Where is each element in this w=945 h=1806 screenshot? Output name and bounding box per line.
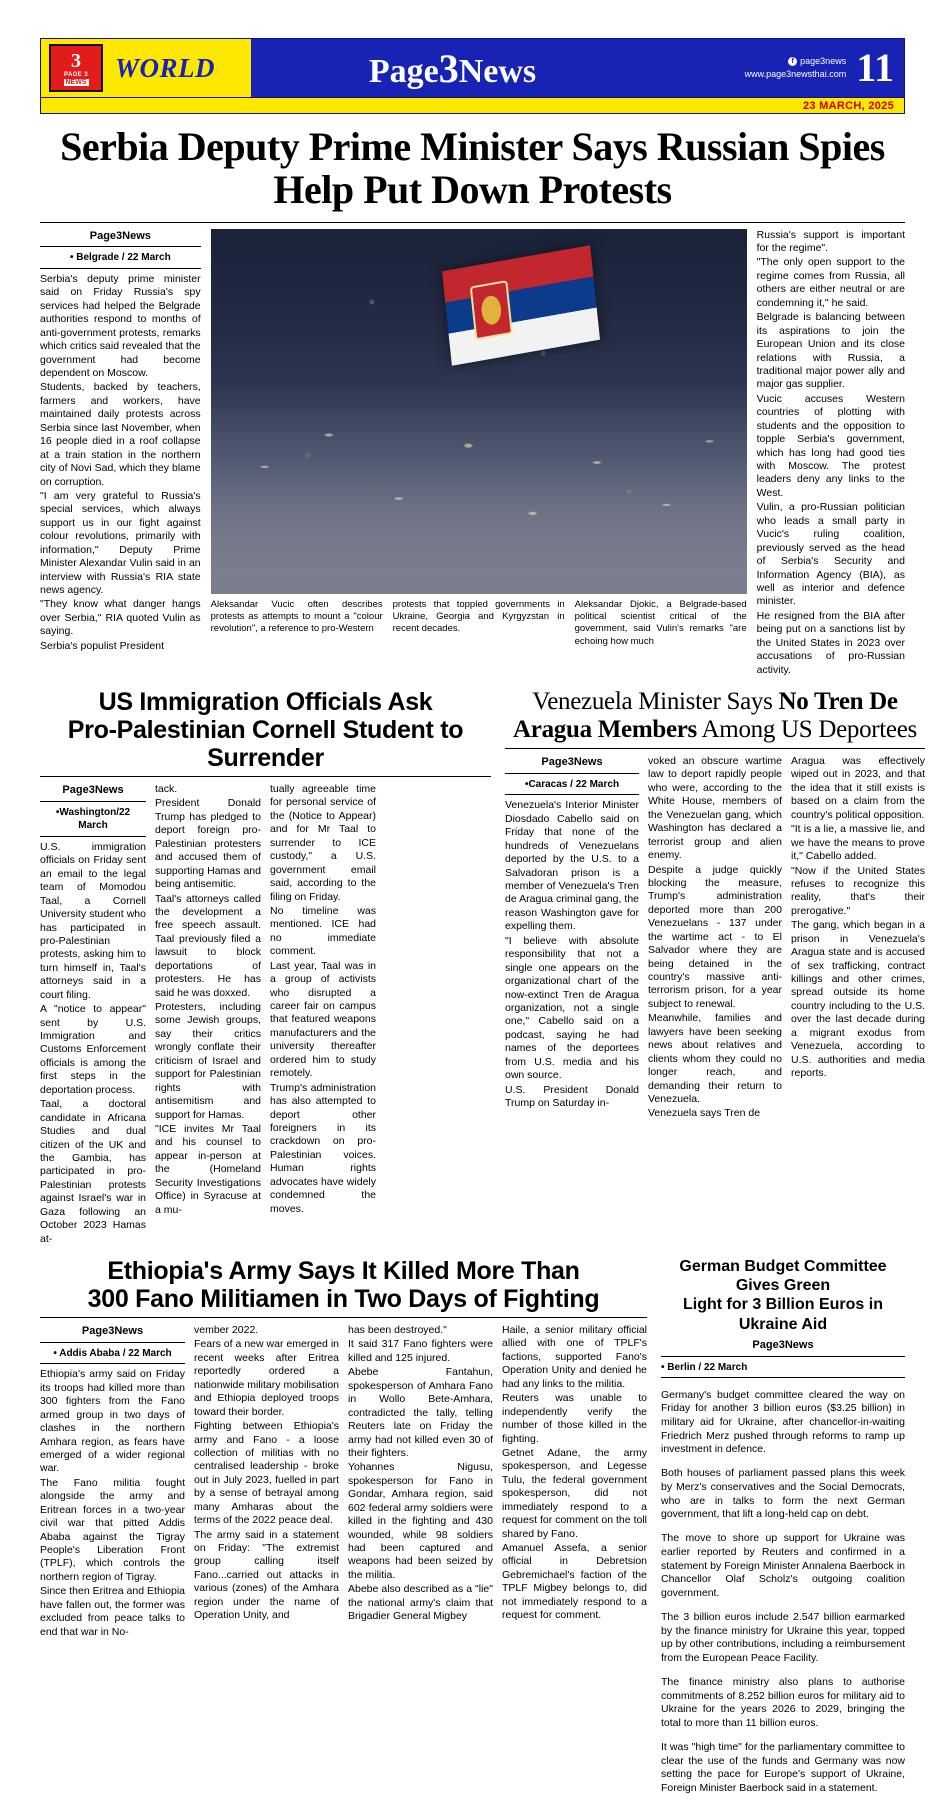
paragraph: He resigned from the BIA after being put on a sanctions list by the United States in 2023 over accusations of pro-Russian activity. — [756, 609, 905, 676]
paragraph: "The only open support to the regime comes from Russia, all others are either neutral or are condemning it," he said. — [756, 256, 905, 309]
headline-divider — [40, 222, 905, 223]
masthead-left — [41, 39, 251, 97]
lead-headline: Serbia Deputy Prime Minister Says Russian Spies Help Put Down Protests — [60, 124, 885, 212]
byline-source: Page3News — [62, 784, 124, 797]
headline-light-1: Venezuela Minister Says — [532, 688, 779, 716]
story-venezuela-headline — [505, 688, 925, 744]
paragraph: "ICE invites Mr Taal and his counsel to appear in-person at the (Homeland Security Investigations Office) in Syracuse at a mu- — [155, 1122, 261, 1216]
story-cornell-col-1 — [40, 783, 146, 1247]
story-cornell-col-2 — [155, 783, 261, 1247]
paragraph: tually agreeable time for personal service of the (Notice to Appear) and for Mr Taal to surrender to ICE custody," a U.S. government email said, according to the filing on Friday. — [270, 783, 376, 903]
crowd-lights — [211, 382, 747, 594]
paragraph: Despite a judge quickly blocking the measure, Trump's administration deported more than 200 Venezuelans - 137 under the wartime act - to El Salvador where they are being detained in the country's massive anti-terrorism prison, for a year subject to renewal. — [648, 863, 782, 1010]
byline-source: Page3News — [541, 756, 603, 769]
social-handle — [745, 55, 847, 69]
column-text — [505, 799, 639, 1110]
byline — [40, 229, 201, 265]
column-text — [40, 841, 146, 1246]
social-handle-text: page3news — [800, 55, 847, 66]
byline — [505, 755, 639, 791]
byline-rule-bottom — [661, 1377, 905, 1378]
story-germany — [661, 1257, 905, 1806]
paragraph: Aragua was effectively wiped out in 2023, and that the idea that it still exists is based on a claim from the country's political opposition. — [791, 755, 925, 821]
serbian-flag — [442, 245, 600, 366]
paragraph: Reuters was unable to independently verify the number of those killed in the fighting. — [502, 1392, 647, 1445]
headline-line-1: German Budget Committee Gives Green — [679, 1258, 887, 1295]
protest-photo — [211, 229, 747, 594]
bottom-stories — [40, 1257, 905, 1806]
headline-line-1: Ethiopia's Army Says It Killed More Than — [107, 1257, 580, 1285]
paragraph: The move to shore up support for Ukraine was earlier reported by Reuters and confirmed in a statement by Foreign Minister Annalena Baerbock in Chancellor Olaf Scholz's outgoing coalition government. — [661, 1532, 905, 1599]
paragraph: tack. — [155, 783, 178, 796]
column-text — [348, 1324, 493, 1624]
paragraph: Amanuel Assefa, a senior official in Debretsion Gebremichael's faction of the TPLF Migbey belongs to, did not immediately respond to a request for comment. — [502, 1542, 647, 1622]
masthead — [40, 38, 905, 98]
paragraph: U.S. President Donald Trump on Saturday in- — [505, 1083, 639, 1109]
byline — [40, 783, 146, 833]
story-serbia — [40, 229, 905, 678]
paragraph: U.S. immigration officials on Friday sent an email to the legal team of Momodou Taal, a Cornell University student who has participated in pro-Palestinian protests, asking him to turn himself in, Taal's attorneys said in a court filing. — [40, 840, 146, 1001]
story-ethiopia-col-2 — [194, 1324, 339, 1640]
story-ethiopia-col-4 — [502, 1324, 647, 1640]
photo-caption: Aleksandar Vucic often describes protests as attempts to mount a "colour revolution", a reference to pro-Western — [210, 598, 383, 635]
paragraph: has been destroyed." — [348, 1324, 447, 1336]
headline-line-1: US Immigration Officials Ask — [98, 688, 433, 717]
two-column-stories — [40, 688, 925, 1247]
paragraph: Venezuela's Interior Minister Diosdado Cabello said on Friday that none of the hundreds of Venezuelans deported by the U.S. to a Salvadoran prison is a member of Venezuela's Tren de Aragua criminal gang, the reason Washington gave for expelling them. — [505, 799, 639, 933]
paragraph: The 3 billion euros include 2.547 billion earmarked by the finance ministry for Ukraine this year, topped up by other contributions, including a reimbursement from the European Peace Facility. — [661, 1611, 905, 1664]
masthead-title — [369, 45, 536, 92]
column-text — [40, 1368, 185, 1639]
byline-source: Page3News — [81, 1325, 144, 1337]
masthead-title-left: Page — [368, 52, 439, 90]
paragraph: Germany's budget committee cleared the way on Friday for another 3 billion euros ($3.25 billion) in military aid for Ukraine, after chancellor-in-waiting Friedrich Merz pushed through reforms to ramp up investment in defence. — [661, 1388, 905, 1456]
column-text — [791, 755, 925, 1081]
byline-source: Page3News — [89, 229, 151, 242]
paragraph: The finance ministry also plans to authorise commitments of 8.252 billion euros for military aid to Ukraine for the years 2026 to 2029, bringing the total to more than 11 billion euros. — [661, 1676, 905, 1730]
headline-bold-1: No Tren De — [778, 688, 898, 716]
story-venezuela-col-2 — [648, 755, 782, 1122]
byline — [661, 1338, 905, 1374]
page-number: 11 — [856, 45, 894, 90]
paragraph: Trump's administration has also attempted to deport other foreigners in its crackdown on pro-Palestinian voices. Human rights advocates have widely condemned the moves. — [270, 1081, 376, 1215]
paragraph: It was "high time" for the parliamentary committee to clear the use of the funds and Germany was now setting the pace for Europe's support of Ukraine, Foreign Minister Baerbock said in a statement. — [661, 1741, 905, 1795]
column-text — [155, 783, 261, 1217]
paragraph: Serbia's deputy prime minister said on Friday Russia's spy services had helped the Belgrade authorities respond to months of anti-government protests, remarks which critics said revealed that the government had become dependent on Moscow. — [40, 272, 201, 379]
paragraph: Both houses of parliament passed plans this week by Merz's conservatives and the Social Democrats, who are in talks to form the next German government, that lift a long-held cap on debt. — [661, 1467, 905, 1521]
headline-light-2: Among US Deportees — [696, 716, 917, 744]
paragraph: The army said in a statement on Friday: "The extremist group calling itself Fano...carried out attacks in various (zones) of the Amhara region under the name of Operation Unity, and — [194, 1528, 339, 1622]
byline-location: • Belgrade / 22 March — [69, 252, 171, 264]
story-venezuela-columns — [505, 755, 925, 1122]
paragraph: "They know what danger hangs over Serbia," RIA quoted Vulin as saying. — [40, 598, 201, 638]
byline-location: • Berlin / 22 March — [661, 1361, 748, 1373]
headline-line-2: Pro-Palestinian Cornell Student to Surrender — [67, 716, 464, 773]
masthead-title-right: News — [458, 52, 537, 90]
paragraph: "Now if the United States refuses to recognize this reality, that's their prerogative." — [791, 864, 925, 917]
paragraph: Abebe Fantahun, spokesperson of Amhara Fano in Wollo Bete-Amhara, contradicted the tally, telling Reuters late on Friday the army had not killed even 30 of their fighters. — [348, 1366, 493, 1459]
paragraph: Serbia's populist President — [40, 639, 164, 652]
story-venezuela-col-3 — [791, 755, 925, 1122]
story-germany-body — [661, 1389, 905, 1796]
story-serbia-col-1 — [40, 229, 201, 678]
column-text — [194, 1324, 339, 1623]
masthead-title-number: 3 — [438, 45, 459, 91]
story-serbia-col-4 — [757, 229, 905, 678]
story-ethiopia — [40, 1257, 647, 1806]
byline-rule-top — [40, 801, 146, 802]
paragraph: Getnet Adane, the army spokesperson, and Legesse Tulu, the federal government spokesperson, did not immediately respond to a request for comment on the toll shared by Fano. — [502, 1446, 647, 1540]
story-ethiopia-divider — [40, 1317, 647, 1318]
paragraph: Vulin, a pro-Russian politician who leads a small party in Vucic's ruling coalition, previously served as the head of Serbia's Security and Information Agency (BIA), as well as interior and defence minister. — [756, 501, 905, 608]
story-serbia-photo-block — [211, 229, 747, 678]
section-label: WORLD — [115, 52, 216, 83]
masthead-center — [251, 39, 654, 97]
column-text — [648, 755, 782, 1121]
story-serbia-col1-text — [40, 273, 201, 653]
paragraph: Belgrade is balancing between its aspirations to join the European Union and its close relations with Russia, a traditional major power ally and major gas supplier. — [756, 311, 905, 391]
logo-line-1: 3 — [71, 49, 81, 72]
paragraph: Students, backed by teachers, farmers and workers, have maintained daily protests across Serbia since last November, when 16 people died in a roof collapse at a train station in the northern city of Novi Sad, which they blame on corruption. — [40, 381, 201, 488]
paragraph: Fighting between Ethiopia's army and Fano - a loose collection of militias with no centralised leadership - broke out in July 2023, fuelled in part by a sense of betrayal among many Amharas about the terms of the 2022 peace deal. — [194, 1420, 339, 1527]
story-ethiopia-col-1 — [40, 1324, 185, 1640]
paragraph: Taal's attorneys called the development a free speech assault. Taal previously filed a lawsuit to block deportations of protesters. He has said he was doxxed. — [155, 892, 261, 999]
story-cornell-columns — [40, 783, 491, 1247]
story-ethiopia-columns — [40, 1324, 647, 1640]
byline — [40, 1324, 185, 1360]
paragraph: No timeline was mentioned. ICE had no immediate comment. — [270, 904, 376, 958]
paragraph: Haile, a senior military official allied with one of TPLF's factions, supported Fano's Operation Unity and denied he had any links to the militia. — [502, 1324, 647, 1390]
paragraph: vember 2022. — [194, 1324, 259, 1336]
story-venezuela-divider — [505, 748, 925, 749]
logo-line-2: PAGE 3 — [64, 71, 88, 78]
paragraph: President Donald Trump has pledged to deport foreign pro-Palestinian protesters and accused them of supporting Hamas and being antisemitic. — [155, 797, 261, 891]
story-ethiopia-col-3 — [348, 1324, 493, 1640]
paragraph: Fears of a new war emerged in recent weeks after Eritrea reportedly ordered a nationwide military mobilisation and Ethiopia deployed troops toward their border. — [194, 1338, 339, 1418]
byline-rule-top — [661, 1356, 905, 1357]
paragraph: A "notice to appear" sent by U.S. Immigration and Customs Enforcement officials is among the first steps in the deportation process. — [40, 1003, 146, 1096]
paragraph: Ethiopia's army said on Friday its troops had killed more than 300 fighters from the Fano armed group in two days of clashes in the northern Amhara region, as fears have emerged of a wider regional war. — [40, 1368, 185, 1475]
byline-rule-bottom — [40, 836, 146, 837]
paragraph: Russia's support is important for the regime". — [756, 228, 905, 255]
byline-location: • Addis Ababa / 22 March — [53, 1347, 172, 1359]
paragraph: "I am very grateful to Russia's special services, which always support us in our fight against colour revolutions, primarily with information," Deputy Prime Minister Alexandar Vulin said in an interview with Russia's RIA state news agency. — [40, 489, 201, 596]
publication-date: 23 MARCH, 2025 — [802, 99, 894, 112]
photo-caption: Aleksandar Djokic, a Belgrade-based political scientist critical of the government, said Vulin's remarks "are echoing how much — [574, 598, 747, 647]
story-cornell-col-4-spacer — [385, 783, 491, 1247]
headline-line-1 — [505, 688, 925, 716]
column-text — [270, 783, 376, 1216]
headline-line-2: Light for 3 Billion Euros in Ukraine Aid — [683, 1296, 883, 1333]
paragraph: voked an obscure wartime law to deport rapidly people who were, according to the White House, members of the Venezuelan gang, which Washington has declared a terrorist group and alien enemy. — [648, 755, 782, 862]
story-cornell — [40, 688, 491, 1247]
story-germany-headline — [661, 1257, 905, 1334]
story-ethiopia-headline — [40, 1257, 647, 1313]
byline-source: Page3News — [752, 1338, 814, 1351]
story-cornell-headline — [40, 688, 491, 772]
website-url: www.page3newsthai.com — [744, 69, 847, 79]
byline-rule-top — [40, 1342, 185, 1343]
facebook-icon: f — [788, 57, 797, 66]
paragraph: "I believe with absolute responsibility that not a single one appears on the organizational chart of the now-extinct Tren de Aragua organization, not a single one," Cabello said on a podcast, saying he had names of the deportees from U.S. media and his own source. — [505, 934, 639, 1082]
byline-rule-top — [40, 246, 201, 247]
page3news-logo — [49, 44, 103, 92]
photo-captions — [211, 599, 747, 648]
paragraph: It said 317 Fano fighters were killed and 125 injured. — [348, 1338, 493, 1364]
paragraph: Meanwhile, families and lawyers have been seeking news about relatives and clients whom they could no longer reach, and demanding their return to Venezuela. — [648, 1012, 782, 1105]
paragraph: Abebe also described as a "lie" the national army's claim that Brigadier General Migbey — [348, 1583, 493, 1623]
byline-location: •Caracas / 22 March — [524, 778, 620, 790]
headline-line-2 — [505, 716, 925, 744]
logo-line-3: NEWS — [65, 78, 87, 86]
paragraph: Venezuela says Tren de — [648, 1107, 761, 1120]
paragraph: "It is a lie, a massive lie, and we have the means to prove it," Cabello added. — [791, 823, 925, 863]
paragraph: Since then Eritrea and Ethiopia have fallen out, the former was excluded from peace talks to end that war in No- — [40, 1585, 185, 1638]
masthead-right — [654, 39, 904, 97]
paragraph: Yohannes Nigusu, spokesperson for Fano in Gondar, Amhara region, said 602 federal army soldiers were killed in the fighting and 430 wounded, while 98 soldiers had been captured and weapons had been seized by the militia. — [348, 1461, 493, 1581]
masthead-meta — [745, 55, 847, 82]
byline-location: •Washington/22 March — [55, 806, 131, 832]
byline-rule-bottom — [505, 794, 639, 795]
paragraph: The Fano militia fought alongside the army and Eritrean forces in a two-year civil war that pitted Addis Ababa against the Tigray People's Liberation Front (TPLF), which controls the northern region of Tigray. — [40, 1476, 185, 1583]
paragraph: Protesters, including some Jewish groups, say their critics wrongly conflate their criticism of Israel and support for Palestinian rights with antisemitism and support for Hamas. — [155, 1001, 261, 1121]
photo-caption: protests that toppled governments in Ukraine, Georgia and Kyrgyzstan in recent decades. — [392, 598, 565, 635]
paragraph: Taal, a doctoral candidate in Africana Studies and dual citizen of the UK and the Gambia, has participated in pro-Palestinian protests against Israel's war in Gaza following an October 2023 Hamas at- — [40, 1098, 146, 1245]
story-cornell-col-3 — [270, 783, 376, 1247]
story-cornell-divider — [40, 776, 491, 777]
column-text — [502, 1324, 647, 1623]
byline-rule-top — [505, 773, 639, 774]
byline-rule-bottom — [40, 268, 201, 269]
headline-line-2: 300 Fano Militiamen in Two Days of Fighting — [87, 1285, 600, 1313]
headline-bold-2: Aragua Members — [513, 716, 697, 744]
story-venezuela-col-1 — [505, 755, 639, 1122]
paragraph: The gang, which began in a prison in Venezuela's Aragua state and is accused of sex trafficking, contract killings and other crimes, spread outside its home country including to the U.S. over the last decade during a migrant exodus from Venezuela, according to U.S. authorities and media reports. — [791, 919, 925, 1080]
byline-rule-bottom — [40, 1363, 185, 1364]
paragraph: Vucic accuses Western countries of plotting with students and the opposition to topple Serbia's government, which has long had good ties with Moscow. The protest leaders deny any links to the West. — [756, 392, 905, 499]
masthead-date-strip — [40, 98, 905, 114]
story-venezuela — [505, 688, 925, 1247]
story-serbia-col4-text — [757, 229, 905, 677]
paragraph: Last year, Taal was in a group of activists who disrupted a career fair on campus that featured weapons manufacturers and the university thereafter ordered him to study remotely. — [270, 959, 376, 1080]
